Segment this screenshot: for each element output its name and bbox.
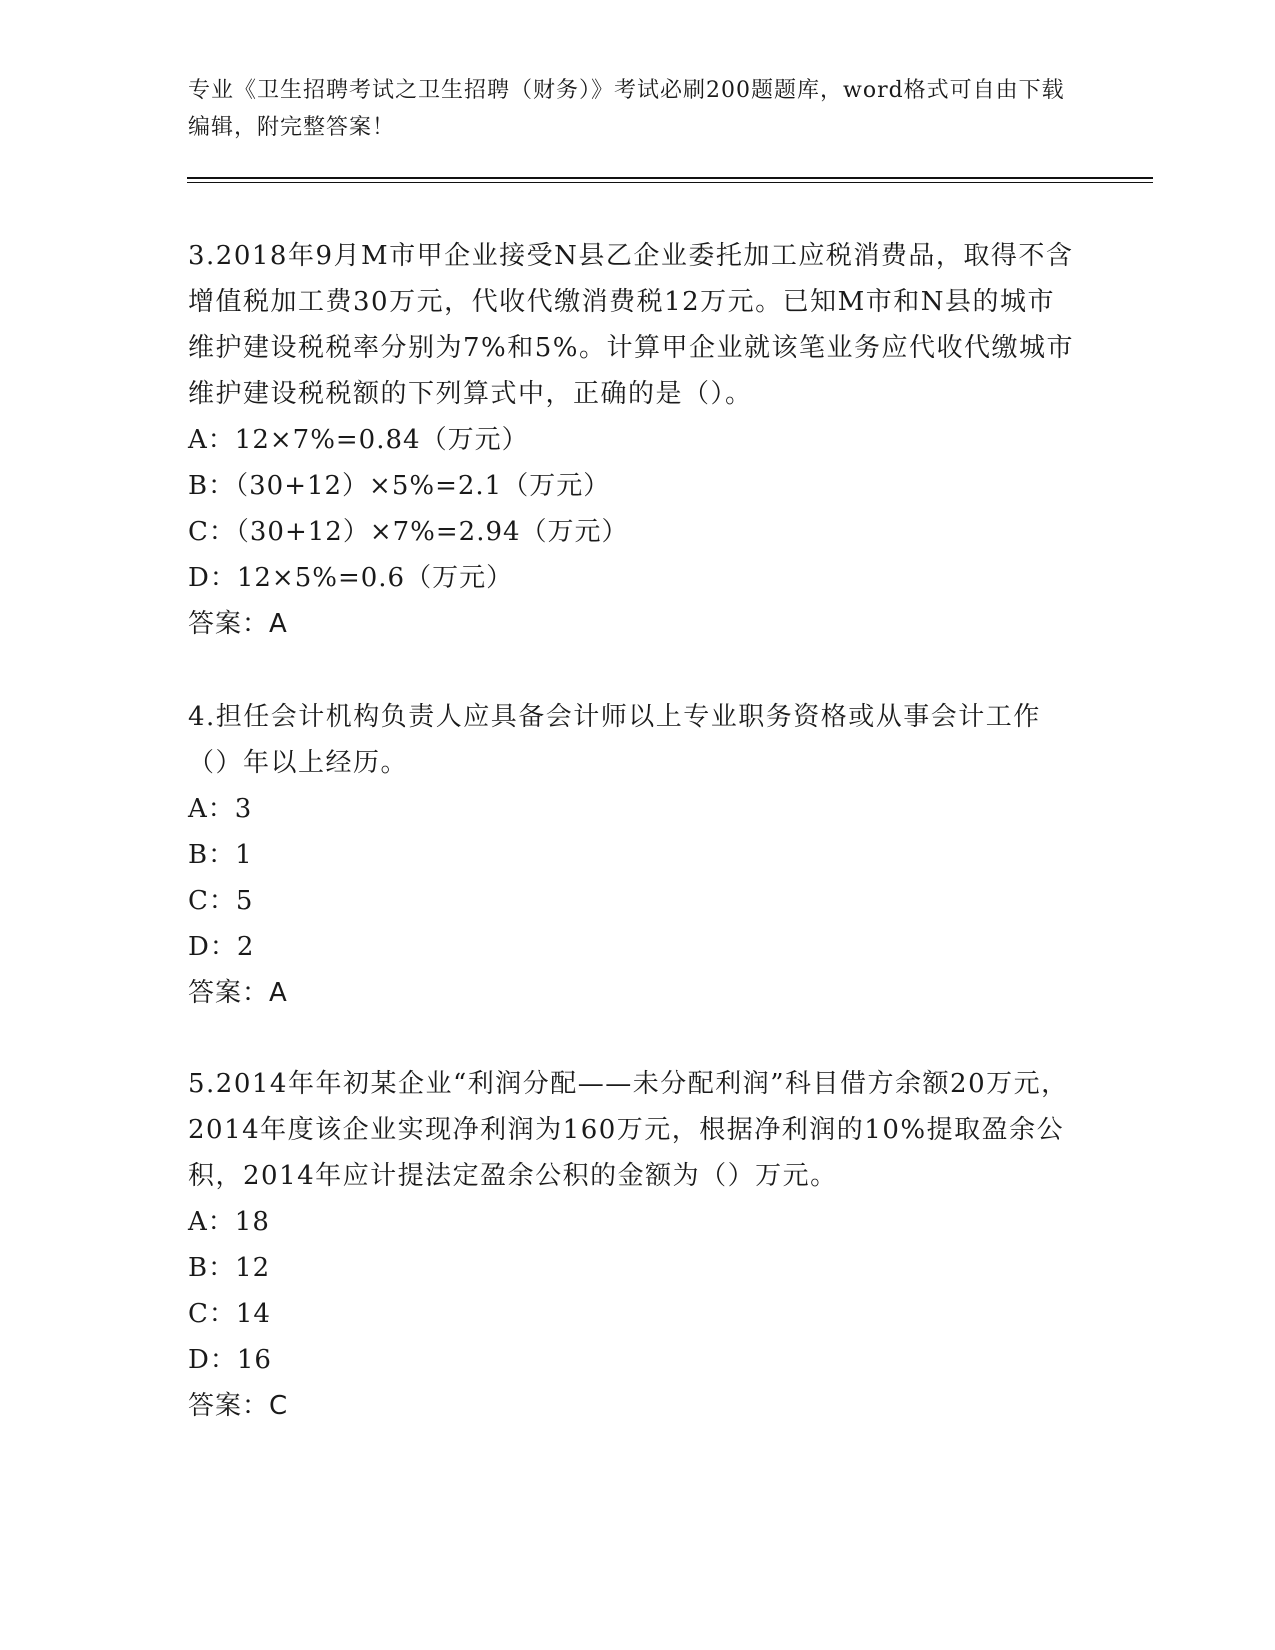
question-block bbox=[188, 233, 1078, 647]
option-b: B：1 bbox=[188, 840, 253, 870]
answer-line: 答案：A bbox=[188, 609, 288, 639]
option-c: C：14 bbox=[188, 1299, 271, 1329]
question-block bbox=[188, 1061, 1078, 1429]
question-block bbox=[188, 694, 1078, 1016]
header-divider-thin bbox=[187, 182, 1153, 183]
option-d: D：2 bbox=[188, 932, 255, 962]
question-stem: 3.2018年9月M市甲企业接受N县乙企业委托加工应税消费品，取得不含增值税加工费30万元，代收代缴消费税12万元。已知M市和N县的城市维护建设税税率分别为7%和5%。计算甲企业就该笔业务应代收代缴城市维护建设税税额的下列算式中，正确的是（）。 bbox=[188, 241, 1074, 409]
option-d: D：16 bbox=[188, 1345, 272, 1375]
question-stem: 5.2014年年初某企业“利润分配——未分配利润”科目借方余额20万元，2014年度该企业实现净利润为160万元，根据净利润的10%提取盈余公积，2014年应计提法定盈余公积的金额为（）万元。 bbox=[188, 1069, 1069, 1191]
option-a: A：12×7%=0.84（万元） bbox=[188, 425, 529, 455]
header-divider bbox=[187, 177, 1153, 179]
option-b: B：12 bbox=[188, 1253, 271, 1283]
answer-line: 答案：A bbox=[188, 978, 288, 1008]
page-header: 专业《卫生招聘考试之卫生招聘（财务）》考试必刷200题题库，word格式可自由下载编辑，附完整答案！ bbox=[188, 78, 1065, 140]
option-d: D：12×5%=0.6（万元） bbox=[188, 563, 514, 593]
option-c: C：（30+12）×7%=2.94（万元） bbox=[188, 517, 629, 547]
question-stem: 4.担任会计机构负责人应具备会计师以上专业职务资格或从事会计工作（）年以上经历。 bbox=[188, 702, 1041, 778]
option-a: A：3 bbox=[188, 794, 253, 824]
option-a: A：18 bbox=[188, 1207, 270, 1237]
option-b: B：（30+12）×5%=2.1（万元） bbox=[188, 471, 611, 501]
answer-line: 答案：C bbox=[188, 1391, 289, 1421]
option-c: C：5 bbox=[188, 886, 254, 916]
